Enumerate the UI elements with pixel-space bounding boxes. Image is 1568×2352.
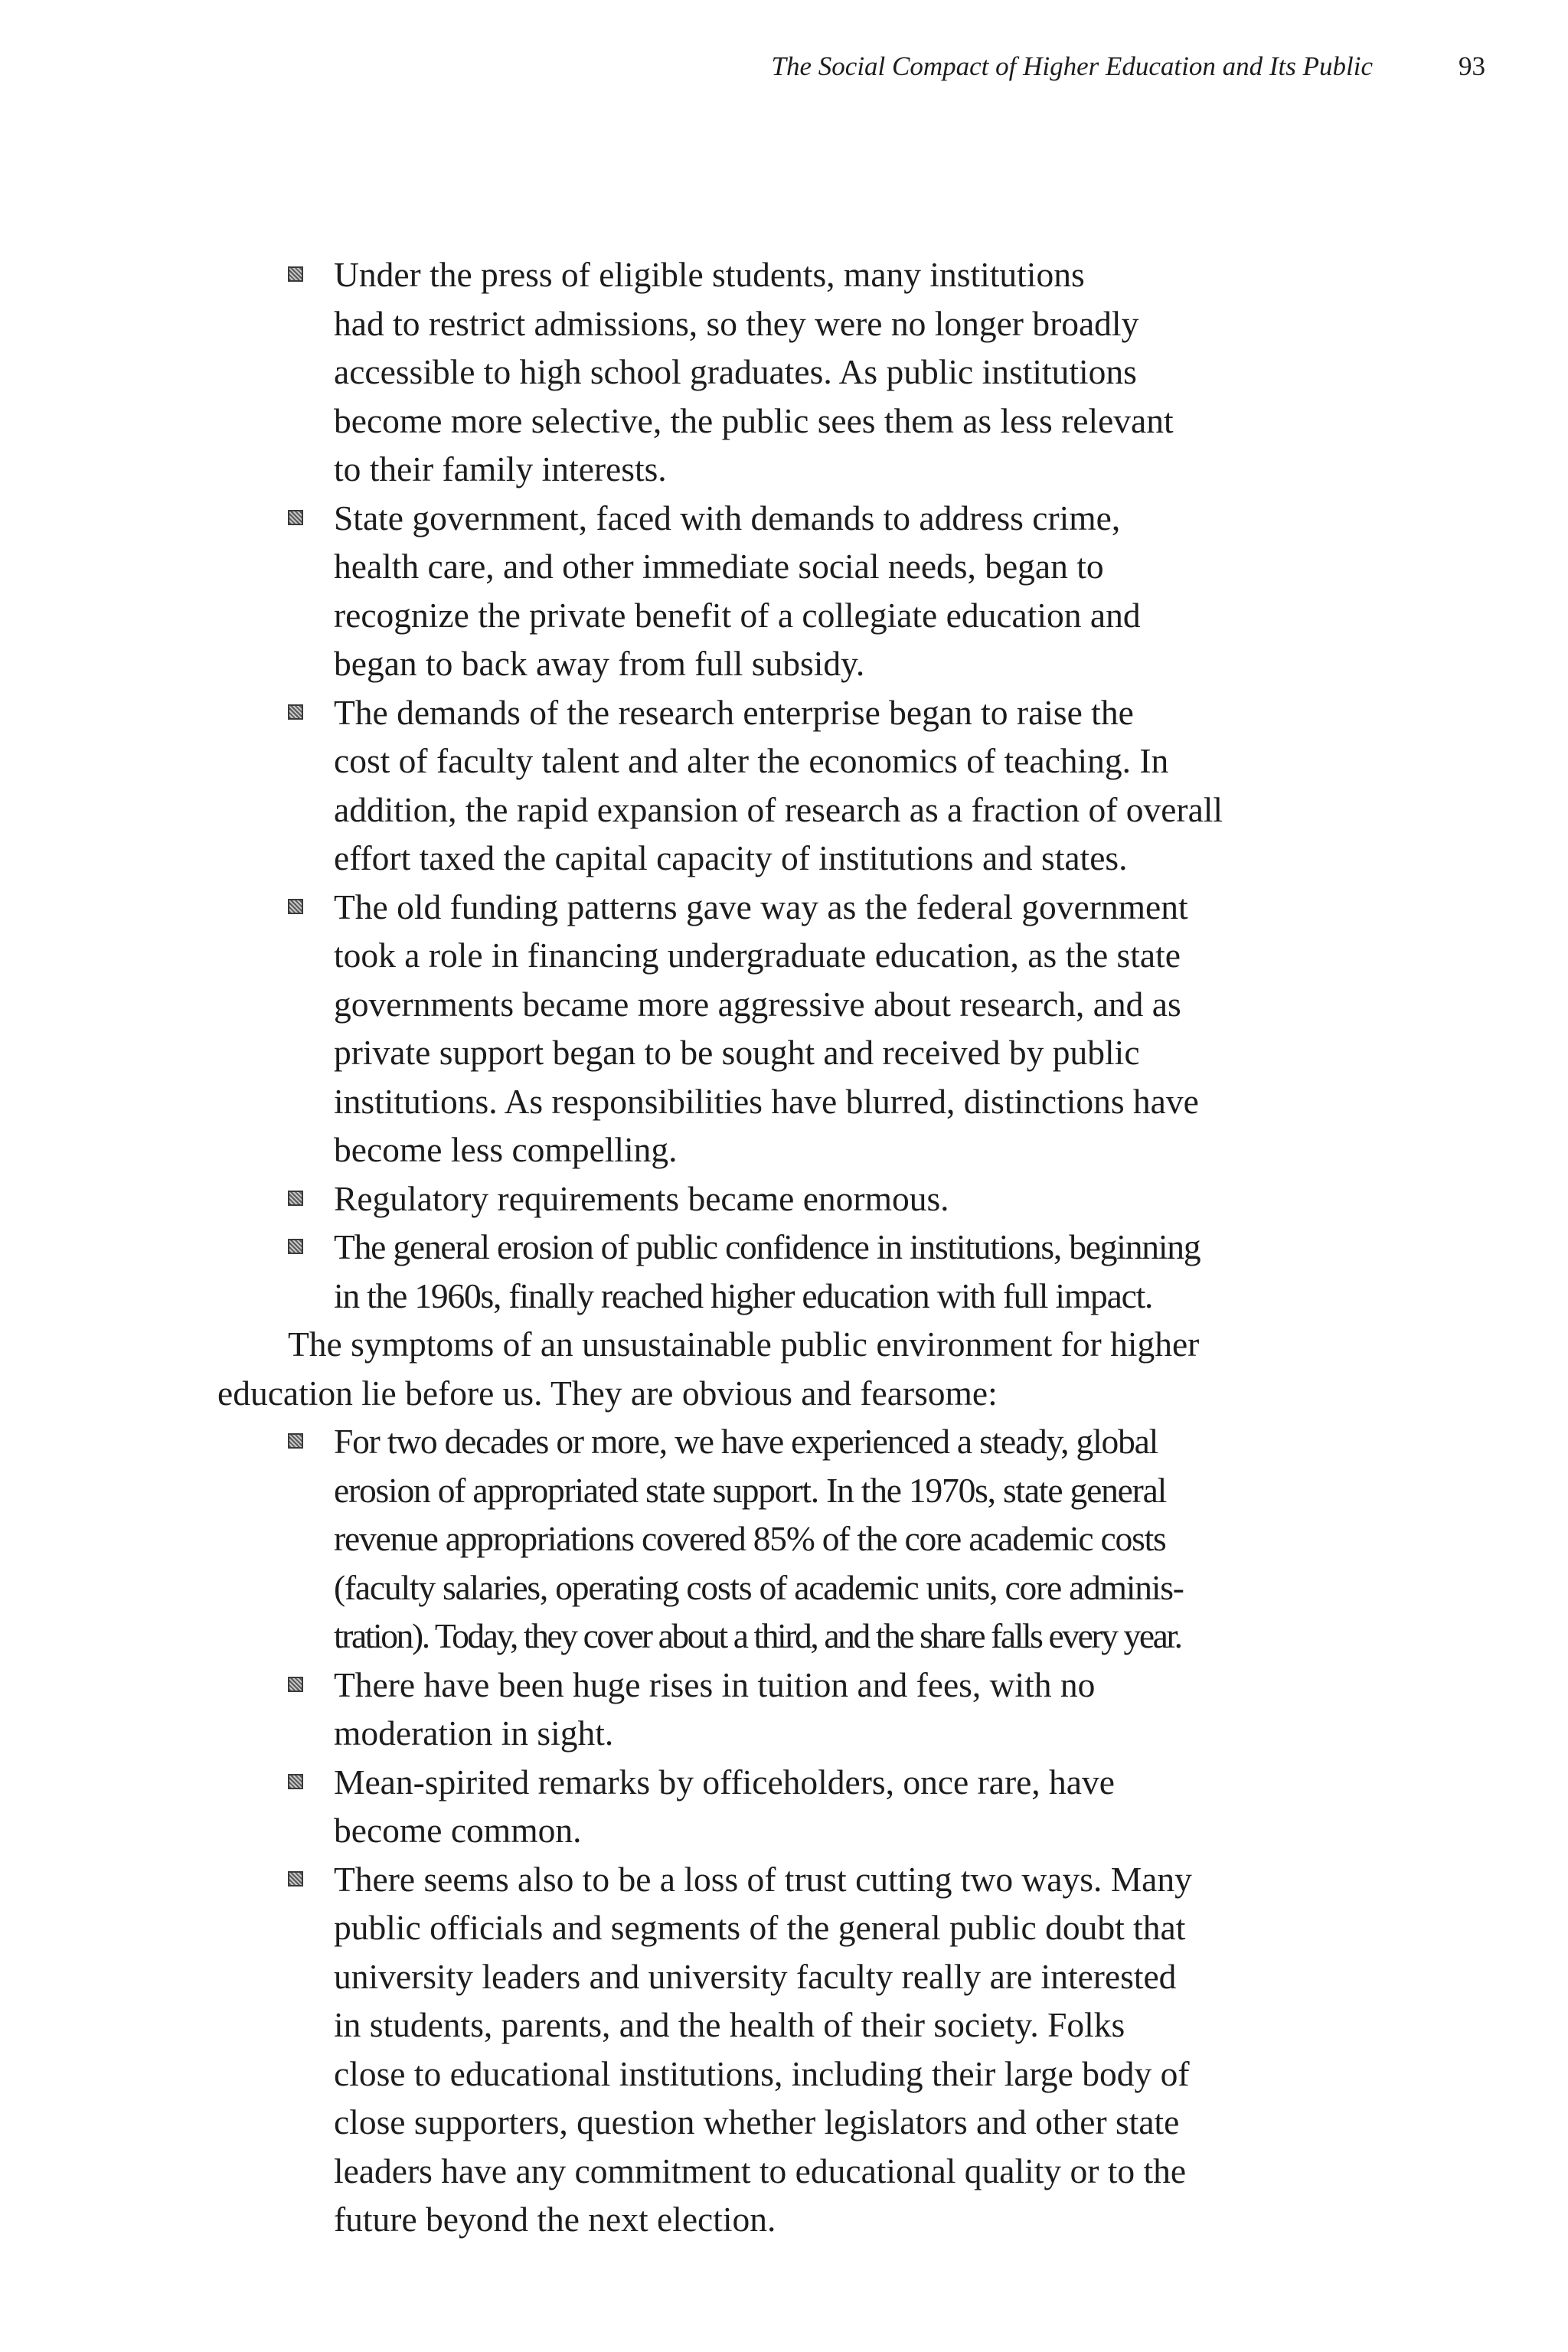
text-line: The general erosion of public confidence in institutions, beginning [334, 1227, 1200, 1266]
square-bullet-icon [288, 1677, 303, 1692]
text-line: Under the press of eligible students, many institutions [334, 255, 1085, 294]
running-head [772, 47, 1485, 86]
square-bullet-icon [288, 1871, 303, 1886]
text-line: become common. [334, 1811, 582, 1850]
text-line: accessible to high school graduates. As public institutions [334, 352, 1137, 391]
text-line: future beyond the next election. [334, 2200, 776, 2239]
text-line: For two decades or more, we have experienced a steady, global [334, 1422, 1158, 1461]
text-line: Mean-spirited remarks by officeholders, once rare, have [334, 1762, 1115, 1802]
list-item [217, 494, 1289, 688]
text-line: leaders have any commitment to educational quality or to the [334, 2151, 1187, 2190]
text-line: become less compelling. [334, 1130, 678, 1169]
square-bullet-icon [288, 1433, 303, 1449]
text-line: Regulatory requirements became enormous. [334, 1178, 949, 1218]
square-bullet-icon [288, 510, 303, 525]
text-line: cost of faculty talent and alter the economics of teaching. In [334, 741, 1169, 780]
text-line: State government, faced with demands to address crime, [334, 498, 1121, 537]
running-title: The Social Compact of Higher Education and Its Public [771, 51, 1373, 81]
text-line: education lie before us. They are obvious and fearsome: [217, 1373, 998, 1413]
text-line: health care, and other immediate social needs, began to [334, 547, 1104, 586]
list-item [217, 883, 1289, 1174]
text-line: tration). Today, they cover about a third, and the share falls every year. [334, 1616, 1181, 1655]
text-line: (faculty salaries, operating costs of academic units, core adminis- [334, 1567, 1184, 1607]
list-item [217, 688, 1289, 883]
list-item [217, 1855, 1289, 2244]
text-line: The old funding patterns gave way as the federal government [334, 887, 1188, 926]
text-line: university leaders and university faculty really are interested [334, 1956, 1177, 1996]
list-item [217, 250, 1289, 494]
text-line: recognize the private benefit of a collegiate education and [334, 595, 1141, 635]
text-line: close supporters, question whether legislators and other state [334, 2102, 1180, 2141]
square-bullet-icon [288, 899, 303, 914]
body-paragraph [217, 1320, 1289, 1417]
page-body [217, 250, 1289, 2244]
list-item [217, 1417, 1289, 1661]
text-line: effort taxed the capital capacity of institutions and states. [334, 838, 1128, 877]
text-line: erosion of appropriated state support. In the 1970s, state general [334, 1470, 1167, 1510]
square-bullet-icon [288, 704, 303, 720]
text-line: in students, parents, and the health of their society. Folks [334, 2005, 1125, 2044]
text-line: in the 1960s, finally reached higher education with full impact. [334, 1276, 1153, 1315]
text-line: had to restrict admissions, so they were no longer broadly [334, 303, 1139, 343]
list-item [217, 1661, 1289, 1758]
square-bullet-icon [288, 266, 303, 282]
square-bullet-icon [288, 1774, 303, 1789]
text-line: addition, the rapid expansion of research as a fraction of overall [334, 789, 1223, 829]
text-line: to their family interests. [334, 449, 667, 488]
text-line: There seems also to be a loss of trust cutting two ways. Many [334, 1859, 1192, 1899]
text-line: institutions. As responsibilities have blurred, distinctions have [334, 1081, 1199, 1121]
text-line: governments became more aggressive about research, and as [334, 984, 1181, 1024]
list-item [217, 1758, 1289, 1855]
text-line: There have been huge rises in tuition and fees, with no [334, 1664, 1096, 1704]
text-line: private support began to be sought and received by public [334, 1033, 1140, 1072]
text-line: The demands of the research enterprise began to raise the [334, 692, 1134, 732]
text-line: moderation in sight. [334, 1713, 614, 1753]
text-line: began to back away from full subsidy. [334, 644, 865, 683]
list-item [217, 1174, 1289, 1223]
text-line: took a role in financing undergraduate education, as the state [334, 936, 1181, 975]
page-number: 93 [1459, 51, 1485, 81]
list-item [217, 1223, 1289, 1320]
text-line: public officials and segments of the general public doubt that [334, 1908, 1186, 1947]
square-bullet-icon [288, 1239, 303, 1254]
text-line: close to educational institutions, including their large body of [334, 2053, 1190, 2093]
text-line: become more selective, the public sees them as less relevant [334, 400, 1174, 440]
text-line: revenue appropriations covered 85% of the core academic costs [334, 1519, 1166, 1558]
text-line: The symptoms of an unsustainable public environment for higher [288, 1325, 1200, 1364]
square-bullet-icon [288, 1191, 303, 1206]
